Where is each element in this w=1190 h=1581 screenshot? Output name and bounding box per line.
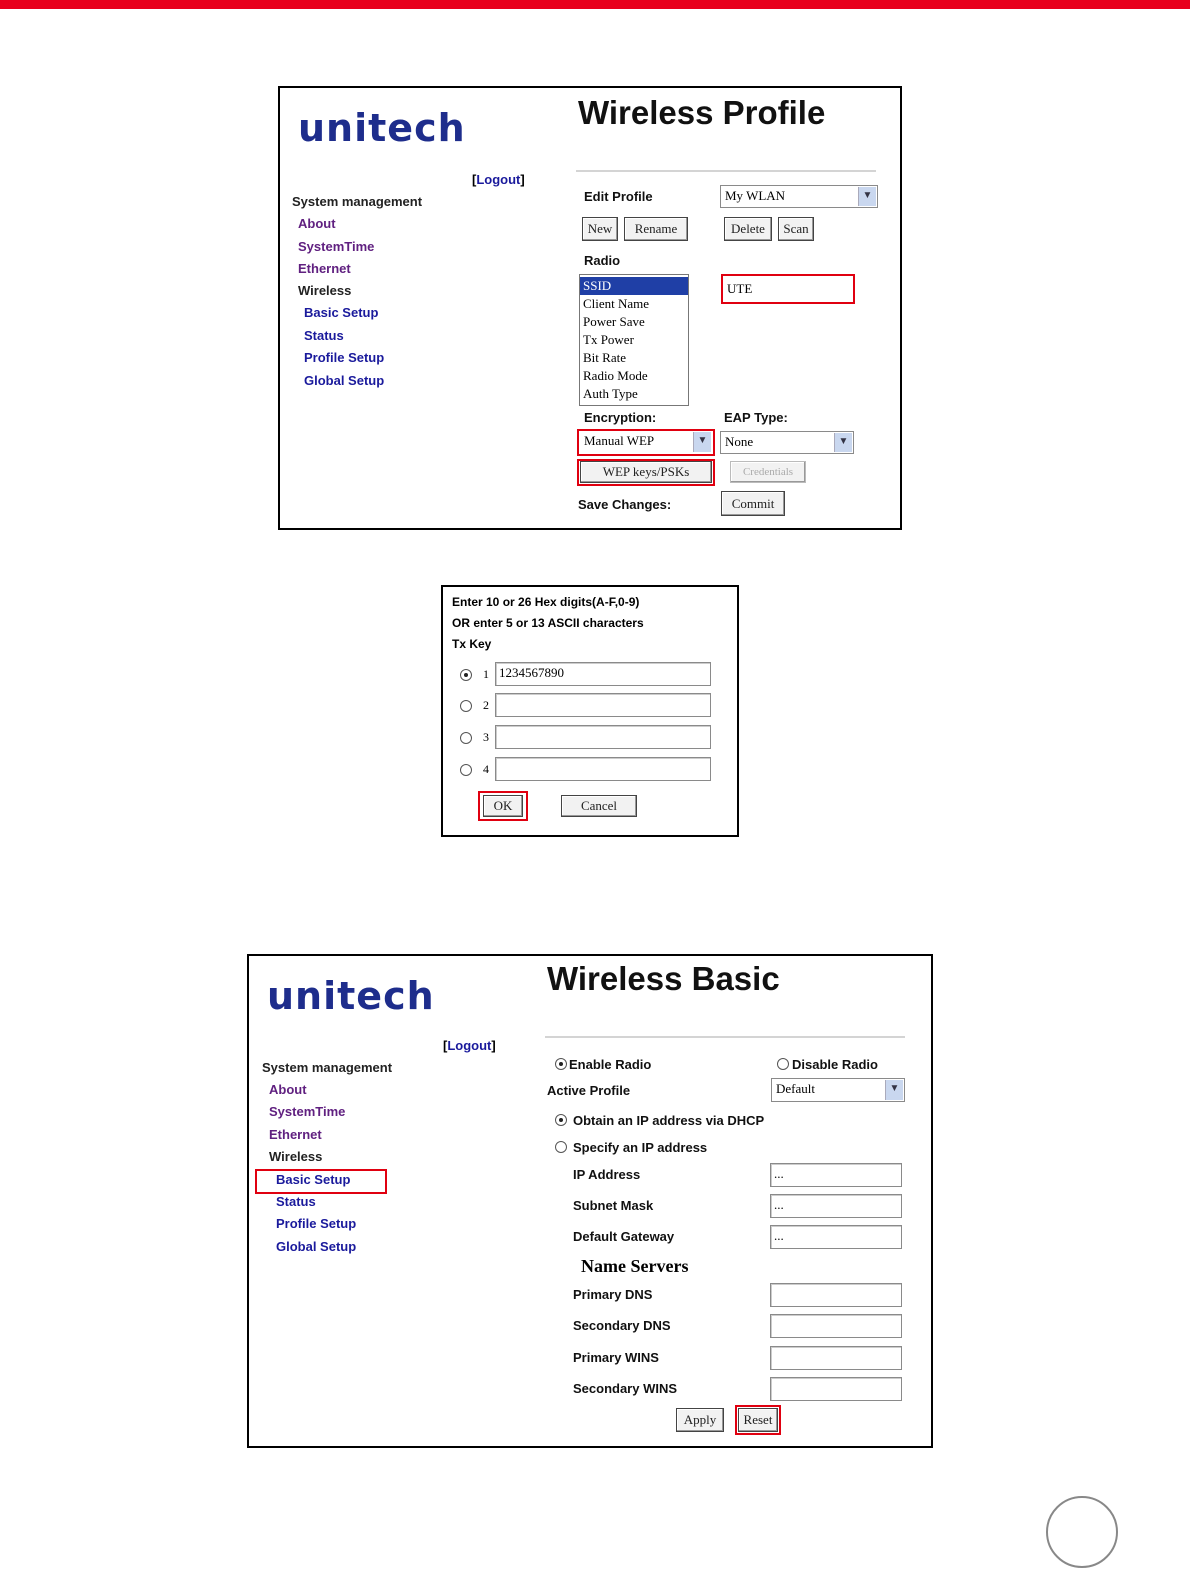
logout-bracket-open: [ [443,1038,448,1053]
nav-system-time[interactable]: SystemTime [269,1104,346,1119]
nav-ethernet[interactable]: Ethernet [269,1127,322,1142]
nav-wireless: Wireless [298,283,352,298]
list-item[interactable]: Tx Power [583,332,634,347]
list-item[interactable]: Bit Rate [583,350,626,365]
nav-system-time[interactable]: SystemTime [298,239,375,254]
encryption-highlight-box [577,429,715,456]
key-1-input[interactable]: 1234567890 [495,662,711,686]
secondary-dns-input[interactable] [770,1314,902,1338]
nav-about[interactable]: About [269,1082,307,1097]
dhcp-radio[interactable] [555,1114,567,1126]
nav-ethernet[interactable]: Ethernet [298,261,351,276]
active-profile-label: Active Profile [547,1083,631,1098]
ssid-input[interactable]: UTE [724,277,852,304]
credentials-button[interactable]: Credentials [730,461,806,483]
edit-profile-label: Edit Profile [584,189,653,204]
nav-status[interactable]: Status [276,1194,316,1209]
unitech-logo: unitech [298,106,466,150]
primary-dns-input[interactable] [770,1283,902,1307]
name-servers-heading: Name Servers [581,1256,689,1276]
specify-ip-label: Specify an IP address [573,1140,708,1155]
nav-system-management: System management [262,1060,393,1075]
default-gateway-label: Default Gateway [573,1229,675,1244]
edit-profile-select[interactable] [720,185,878,208]
wep-instruction-line2: OR enter 5 or 13 ASCII characters [452,616,644,630]
save-changes-label: Save Changes: [578,497,672,512]
radio-settings-list[interactable] [579,274,689,406]
title-divider [545,1036,905,1038]
encryption-label: Encryption: [584,410,657,425]
eap-type-select[interactable] [720,431,854,454]
primary-dns-label: Primary DNS [573,1287,653,1302]
subnet-mask-label: Subnet Mask [573,1198,654,1213]
logout-bracket-close: ] [491,1038,496,1053]
logout-bracket-open: [ [472,172,477,187]
chevron-down-icon: ▼ [885,1080,903,1100]
active-profile-value: Default [776,1081,815,1096]
wireless-basic-screenshot [247,954,933,1448]
nav-wireless: Wireless [269,1149,323,1164]
nav-global-setup[interactable]: Global Setup [276,1239,357,1254]
reset-button[interactable]: Reset [738,1408,778,1432]
active-profile-select[interactable] [771,1078,905,1102]
ok-highlight-box [478,791,528,821]
reset-highlight-box [735,1405,781,1435]
scan-button[interactable]: Scan [778,217,814,241]
dhcp-label: Obtain an IP address via DHCP [573,1113,765,1128]
rename-button[interactable]: Rename [624,217,688,241]
ip-address-label: IP Address [573,1167,641,1182]
wireless-profile-screenshot [278,86,902,530]
enable-radio-label: Enable Radio [569,1057,652,1072]
ssid-highlight-box [721,274,855,304]
default-gateway-input[interactable]: ... [770,1225,902,1249]
chevron-down-icon: ▼ [834,433,852,452]
wep-keys-dialog [441,585,739,837]
nav-system-management: System management [292,194,423,209]
enable-radio-option[interactable] [555,1058,567,1070]
primary-wins-input[interactable] [770,1346,902,1370]
delete-button[interactable]: Delete [724,217,772,241]
tx-key-label: Tx Key [452,637,492,651]
radio-label: Radio [584,253,621,268]
ok-button[interactable]: OK [483,795,523,817]
secondary-wins-label: Secondary WINS [573,1381,678,1396]
edit-profile-value: My WLAN [725,188,786,203]
wep-keys-button[interactable]: WEP keys/PSKs [580,461,712,483]
key-2-number: 2 [483,698,489,712]
key-2-input[interactable] [495,693,711,717]
list-item[interactable]: Radio Mode [583,368,648,383]
apply-button[interactable]: Apply [676,1408,724,1432]
new-button[interactable]: New [582,217,618,241]
logout-label: Logout [476,172,521,187]
unitech-logo: unitech [267,974,435,1018]
nav-global-setup[interactable]: Global Setup [304,373,385,388]
cancel-button[interactable]: Cancel [561,795,637,817]
top-accent-bar [0,0,1190,9]
specify-ip-radio[interactable] [555,1141,567,1153]
key-4-input[interactable] [495,757,711,781]
title-divider [576,170,876,172]
list-item[interactable]: SSID [580,277,688,295]
key-4-radio[interactable] [460,764,472,776]
list-item[interactable]: Auth Type [583,386,638,401]
subnet-mask-input[interactable]: ... [770,1194,902,1218]
secondary-dns-label: Secondary DNS [573,1318,671,1333]
encryption-value: Manual WEP [584,433,655,448]
logout-bracket-close: ] [520,172,525,187]
eap-type-label: EAP Type: [724,410,788,425]
key-3-radio[interactable] [460,732,472,744]
logout-label: Logout [447,1038,492,1053]
wep-instruction-line1: Enter 10 or 26 Hex digits(A-F,0-9) [452,595,640,609]
list-item[interactable]: Client Name [583,296,650,311]
page-number-circle [1046,1496,1118,1568]
key-3-number: 3 [483,730,489,744]
chevron-down-icon: ▼ [858,187,876,206]
key-3-input[interactable] [495,725,711,749]
key-1-radio[interactable] [460,669,472,681]
nav-profile-setup[interactable]: Profile Setup [276,1216,357,1231]
disable-radio-label: Disable Radio [792,1057,878,1072]
commit-button[interactable]: Commit [721,491,785,516]
wep-keys-highlight-box [577,459,715,486]
key-2-radio[interactable] [460,700,472,712]
eap-type-value: None [725,434,754,449]
nav-status[interactable]: Status [304,328,344,343]
key-1-number: 1 [483,667,489,681]
page-title: Wireless Profile [578,94,826,131]
ip-address-input[interactable]: ... [770,1163,902,1187]
key-4-number: 4 [483,762,489,776]
nav-basic-setup[interactable]: Basic Setup [276,1172,351,1187]
nav-about[interactable]: About [298,216,336,231]
nav-profile-setup[interactable]: Profile Setup [304,350,385,365]
secondary-wins-input[interactable] [770,1377,902,1401]
logout-link[interactable] [443,1038,496,1053]
logout-link[interactable] [472,172,525,187]
primary-wins-label: Primary WINS [573,1350,659,1365]
basic-setup-highlight-box [255,1169,387,1194]
page-title: Wireless Basic [547,960,780,997]
disable-radio-option[interactable] [777,1058,789,1070]
list-item[interactable]: Power Save [583,314,645,329]
chevron-down-icon: ▼ [693,432,711,452]
nav-basic-setup[interactable]: Basic Setup [304,305,379,320]
